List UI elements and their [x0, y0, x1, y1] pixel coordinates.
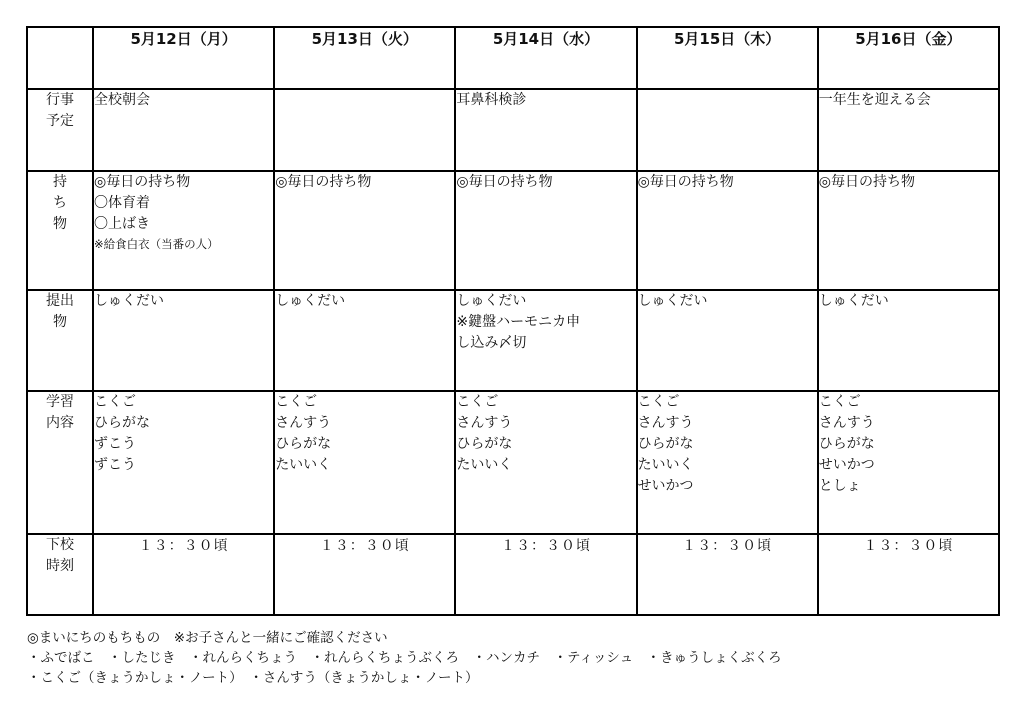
cell-line: さんすう	[818, 415, 875, 431]
cell-line: 一年生を迎える会	[818, 92, 931, 108]
date-header: 5月14日（水）	[455, 27, 636, 89]
row-header-text: 行事	[46, 92, 74, 108]
dismissal-row	[27, 534, 999, 615]
cell-line: たいいく	[275, 457, 332, 473]
cell-line: 〇体育着	[94, 195, 150, 211]
corner-cell	[27, 27, 93, 89]
cell-line: ひらがな	[456, 436, 513, 452]
cell-line: たいいく	[637, 457, 694, 473]
cell-line: こくご	[637, 394, 680, 410]
submission-cell	[93, 290, 274, 391]
dismissal-time: １３：３０頃	[274, 534, 455, 615]
cell-line: さんすう	[456, 415, 513, 431]
cell-line: さんすう	[275, 415, 332, 431]
submission-cell	[274, 290, 455, 391]
event-cell	[818, 89, 999, 171]
row-header-text: 物	[53, 314, 67, 330]
row-header-text: 学習	[46, 394, 74, 410]
cell-line: ◎毎日の持ち物	[94, 174, 191, 190]
cell-line: ◎毎日の持ち物	[637, 174, 734, 190]
event-cell	[455, 89, 636, 171]
row-header-dismissal	[27, 534, 93, 615]
cell-line: しゅくだい	[818, 293, 889, 309]
cell-line: しゅくだい	[94, 293, 164, 309]
cell-line: 〇上ばき	[94, 216, 150, 232]
cell-line: こくご	[818, 394, 861, 410]
cell-line: せいかつ	[637, 478, 694, 494]
row-header-text: 下校	[46, 537, 74, 553]
event-cell	[274, 89, 455, 171]
cell-line: ひらがな	[637, 436, 694, 452]
cell-line: ◎毎日の持ち物	[275, 174, 372, 190]
cell-line: ◎毎日の持ち物	[456, 174, 553, 190]
submissions-row	[27, 290, 999, 391]
cell-line: こくご	[94, 394, 136, 410]
cell-line: 全校朝会	[94, 92, 150, 108]
row-header-text: 内容	[46, 415, 74, 431]
row-header-text: 提出	[46, 293, 74, 309]
row-header-study	[27, 391, 93, 534]
cell-line: ひらがな	[94, 415, 150, 431]
submission-cell	[637, 290, 818, 391]
events-row	[27, 89, 999, 171]
cell-line: し込み〆切	[456, 335, 527, 351]
cell-line: 耳鼻科検診	[456, 92, 527, 108]
cell-line: としょ	[818, 478, 861, 494]
row-header-text: 物	[53, 216, 67, 232]
cell-line: さんすう	[637, 415, 694, 431]
submission-cell	[455, 290, 636, 391]
belongings-row	[27, 171, 999, 290]
submission-cell	[818, 290, 999, 391]
row-header-text: ち	[53, 195, 67, 211]
row-header-text: 持	[53, 174, 67, 190]
row-header-text: 時刻	[46, 558, 74, 574]
event-cell	[93, 89, 274, 171]
date-header: 5月16日（金）	[818, 27, 999, 89]
cell-line: こくご	[456, 394, 499, 410]
daily-items-note	[27, 628, 782, 688]
row-header-events	[27, 89, 93, 171]
dismissal-time: １３：３０頃	[818, 534, 999, 615]
cell-line: ずこう	[94, 457, 136, 473]
study-cell	[274, 391, 455, 534]
footer-line: ◎まいにちのもちもの ※お子さんと一緒にご確認ください	[27, 630, 388, 646]
belongings-cell	[274, 171, 455, 290]
row-header-submissions	[27, 290, 93, 391]
date-header: 5月13日（火）	[274, 27, 455, 89]
cell-line: こくご	[275, 394, 318, 410]
dismissal-time: １３：３０頃	[93, 534, 274, 615]
cell-line: ずこう	[94, 436, 136, 452]
belongings-cell	[93, 171, 274, 290]
belongings-cell	[818, 171, 999, 290]
study-cell	[637, 391, 818, 534]
cell-line: しゅくだい	[637, 293, 708, 309]
date-header: 5月15日（木）	[637, 27, 818, 89]
event-cell	[637, 89, 818, 171]
cell-line: たいいく	[456, 457, 513, 473]
footer-line: ・こくご（きょうかしょ・ノート） ・さんすう（きょうかしょ・ノート）	[27, 670, 479, 686]
cell-line: しゅくだい	[456, 293, 527, 309]
footer-line: ・ふでばこ ・したじき ・れんらくちょう ・れんらくちょうぶくろ ・ハンカチ ・ティッシュ ・きゅうしょくぶくろ	[27, 650, 782, 666]
cell-line: ※鍵盤ハーモニカ申	[456, 314, 581, 330]
study-cell	[93, 391, 274, 534]
cell-note: ※給食白衣（当番の人）	[94, 237, 219, 251]
cell-line: ◎毎日の持ち物	[818, 174, 915, 190]
belongings-cell	[637, 171, 818, 290]
cell-line: せいかつ	[818, 457, 875, 473]
weekly-schedule-table	[26, 26, 1000, 616]
date-header: 5月12日（月）	[93, 27, 274, 89]
study-cell	[455, 391, 636, 534]
study-row	[27, 391, 999, 534]
study-cell	[818, 391, 999, 534]
cell-line: ひらがな	[818, 436, 875, 452]
belongings-cell	[455, 171, 636, 290]
row-header-belongings	[27, 171, 93, 290]
cell-line: ひらがな	[275, 436, 332, 452]
dismissal-time: １３：３０頃	[455, 534, 636, 615]
date-header-row	[27, 27, 999, 89]
cell-line: しゅくだい	[275, 293, 346, 309]
row-header-text: 予定	[46, 113, 74, 129]
dismissal-time: １３：３０頃	[637, 534, 818, 615]
